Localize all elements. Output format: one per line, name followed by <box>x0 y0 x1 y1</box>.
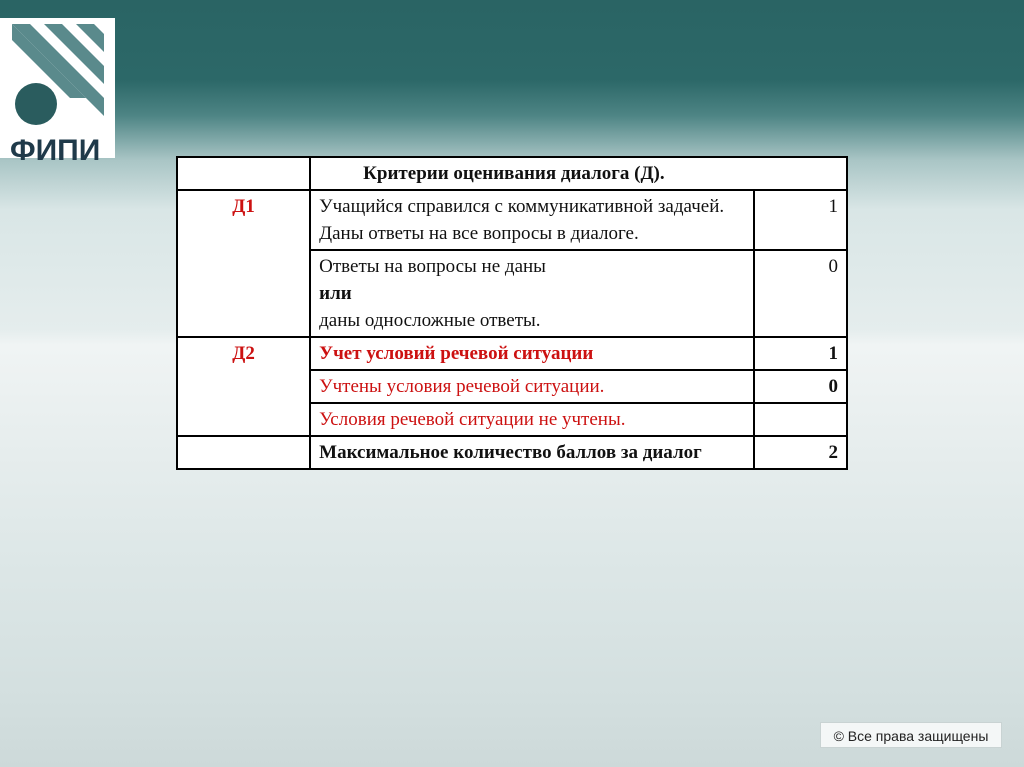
table-row <box>177 337 847 370</box>
criterion-code-d2: Д2 <box>177 337 310 436</box>
criterion-text: Учтены условия речевой ситуации. <box>310 370 753 403</box>
score-cell: 0 <box>754 250 847 337</box>
criterion-d1-description <box>310 190 753 250</box>
criterion-text: Даны ответы на все вопросы в диалоге. <box>319 223 639 244</box>
table-header-row <box>177 157 847 190</box>
score-cell: 0 <box>754 370 847 403</box>
fipi-emblem-icon <box>0 18 115 136</box>
score-cell <box>754 403 847 436</box>
table-title: Критерии оценивания диалога (Д). <box>310 157 847 190</box>
logo-text: ФИПИ <box>10 134 101 167</box>
table-cell <box>177 157 310 190</box>
criterion-text: даны односложные ответы. <box>319 310 541 331</box>
total-label: Максимальное количество баллов за диалог <box>310 436 753 469</box>
criterion-code-d1: Д1 <box>177 190 310 337</box>
criterion-text: Ответы на вопросы не даны <box>319 256 546 277</box>
table-cell <box>177 436 310 469</box>
criteria-table <box>176 156 848 470</box>
total-score: 2 <box>754 436 847 469</box>
criterion-text: Учащийся справился с коммуникативной задачей. <box>319 196 725 217</box>
criterion-text: или <box>319 283 352 304</box>
score-cell: 1 <box>754 190 847 250</box>
score-cell: 1 <box>754 337 847 370</box>
criterion-d1-alt-description <box>310 250 753 337</box>
table-total-row <box>177 436 847 469</box>
fipi-logo <box>0 18 115 167</box>
criterion-text: Условия речевой ситуации не учтены. <box>310 403 753 436</box>
criterion-text: Учет условий речевой ситуации <box>310 337 753 370</box>
copyright-notice: © Все права защищены <box>820 722 1002 748</box>
table-row <box>177 190 847 250</box>
